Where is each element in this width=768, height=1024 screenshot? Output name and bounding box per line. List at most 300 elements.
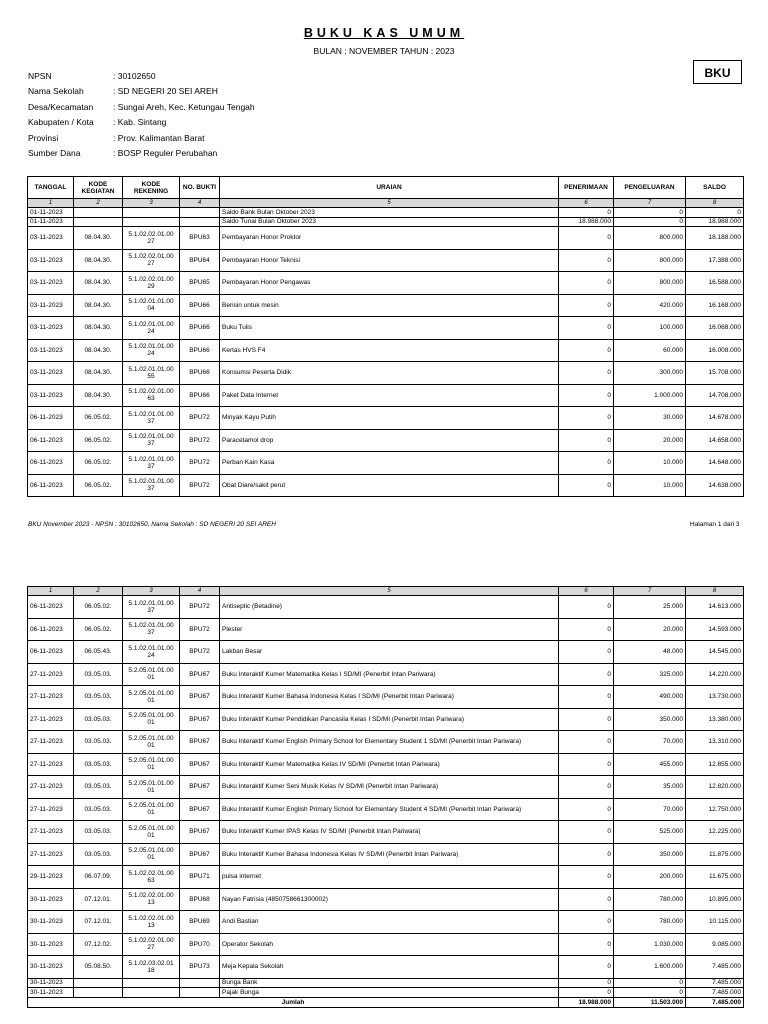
cell-kode-rekening: 5.2.05.01.01.00 01 bbox=[123, 776, 180, 799]
cell-saldo: 12.820.000 bbox=[686, 776, 744, 799]
cell-uraian: Meja Kepala Sekolah bbox=[220, 956, 559, 979]
cell-uraian: Pembayaran Honor Teknisi bbox=[220, 249, 559, 272]
cell-tanggal: 03-11-2023 bbox=[28, 272, 74, 295]
cell-saldo: 14.678.000 bbox=[686, 407, 744, 430]
cell-saldo: 16.068.000 bbox=[686, 317, 744, 340]
cell-tanggal: 06-11-2023 bbox=[28, 641, 74, 664]
cell-pengeluaran: 1.000.000 bbox=[614, 384, 686, 407]
col-number: 5 bbox=[220, 199, 559, 208]
cell-tanggal: 27-11-2023 bbox=[28, 731, 74, 754]
cell-kode-rekening: 5.1.02.02.01.00 63 bbox=[123, 384, 180, 407]
table-row bbox=[28, 641, 744, 664]
cell-penerimaan: 0 bbox=[559, 933, 614, 956]
cell-kode-rekening: 5.1.02.02.01.00 29 bbox=[123, 272, 180, 295]
cell-saldo: 12.225.000 bbox=[686, 821, 744, 844]
cell-no-bukti: BPU72 bbox=[180, 618, 220, 641]
total-saldo: 7.485.000 bbox=[686, 997, 744, 1007]
table-row bbox=[28, 708, 744, 731]
table-row bbox=[28, 798, 744, 821]
col-number: 3 bbox=[123, 199, 180, 208]
cell-no-bukti: BPU63 bbox=[180, 227, 220, 250]
page-number: Halaman 1 dari 3 bbox=[690, 521, 740, 528]
cell-no-bukti bbox=[180, 217, 220, 227]
cell-no-bukti: BPU72 bbox=[180, 596, 220, 619]
cell-tanggal: 03-11-2023 bbox=[28, 362, 74, 385]
cell-tanggal: 06-11-2023 bbox=[28, 407, 74, 430]
cell-uraian: Operator Sekolah bbox=[220, 933, 559, 956]
col-number: 6 bbox=[559, 199, 614, 208]
cell-tanggal: 03-11-2023 bbox=[28, 227, 74, 250]
cell-tanggal: 01-11-2023 bbox=[28, 208, 74, 218]
cell-pengeluaran: 780.000 bbox=[614, 911, 686, 934]
cell-pengeluaran: 350.000 bbox=[614, 843, 686, 866]
table-row bbox=[28, 911, 744, 934]
cell-penerimaan: 0 bbox=[559, 384, 614, 407]
cell-kode-kegiatan: 07.12.02. bbox=[74, 933, 123, 956]
cell-kode-rekening: 5.2.05.01.01.00 01 bbox=[123, 731, 180, 754]
info-value: : 30102650 bbox=[113, 70, 156, 81]
cell-kode-rekening bbox=[123, 208, 180, 218]
cell-tanggal: 27-11-2023 bbox=[28, 776, 74, 799]
total-label: Jumlah bbox=[28, 997, 559, 1007]
cell-kode-rekening: 5.1.02.01.01.00 24 bbox=[123, 317, 180, 340]
cell-kode-rekening: 5.2.05.01.01.00 01 bbox=[123, 821, 180, 844]
cell-tanggal: 03-11-2023 bbox=[28, 384, 74, 407]
cell-saldo: 9.085.000 bbox=[686, 933, 744, 956]
cell-no-bukti bbox=[180, 988, 220, 998]
column-number-row bbox=[28, 587, 744, 596]
cell-uraian: Antiseptic (Betadine) bbox=[220, 596, 559, 619]
cell-tanggal: 27-11-2023 bbox=[28, 753, 74, 776]
cell-saldo: 14.545.000 bbox=[686, 641, 744, 664]
col-number: 7 bbox=[614, 587, 686, 596]
col-header-kode-rekening: KODE REKENING bbox=[123, 177, 180, 199]
cell-no-bukti: BPU72 bbox=[180, 641, 220, 664]
cell-no-bukti: BPU67 bbox=[180, 686, 220, 709]
info-value: : Prov. Kalimantan Barat bbox=[113, 132, 205, 143]
cell-kode-kegiatan bbox=[74, 217, 123, 227]
cell-pengeluaran: 0 bbox=[614, 988, 686, 998]
cell-pengeluaran: 10.000 bbox=[614, 474, 686, 497]
cell-tanggal: 01-11-2023 bbox=[28, 217, 74, 227]
cell-pengeluaran: 800.000 bbox=[614, 272, 686, 295]
cell-uraian: Pembayaran Honor Pengawas bbox=[220, 272, 559, 295]
col-number: 8 bbox=[686, 587, 744, 596]
cell-kode-kegiatan: 03.05.03. bbox=[74, 843, 123, 866]
cell-no-bukti: BPU67 bbox=[180, 663, 220, 686]
cell-no-bukti: BPU69 bbox=[180, 911, 220, 934]
cell-saldo: 14.593.000 bbox=[686, 618, 744, 641]
col-header-uraian: URAIAN bbox=[220, 177, 559, 199]
cell-kode-kegiatan: 08.04.30. bbox=[74, 272, 123, 295]
cell-pengeluaran: 800.000 bbox=[614, 227, 686, 250]
cell-uraian: Buku Tulis bbox=[220, 317, 559, 340]
cell-kode-kegiatan: 03.05.03. bbox=[74, 798, 123, 821]
cell-penerimaan: 0 bbox=[559, 866, 614, 889]
total-row bbox=[28, 997, 744, 1007]
cell-uraian: Nayan Fatrisia (4850758661300002) bbox=[220, 888, 559, 911]
cell-kode-kegiatan: 08.04.30. bbox=[74, 227, 123, 250]
cell-saldo: 16.168.000 bbox=[686, 294, 744, 317]
cell-tanggal: 06-11-2023 bbox=[28, 596, 74, 619]
cell-saldo: 14.220.000 bbox=[686, 663, 744, 686]
table-row bbox=[28, 821, 744, 844]
cell-saldo: 10.115.000 bbox=[686, 911, 744, 934]
cell-kode-kegiatan: 06.05.43. bbox=[74, 641, 123, 664]
cell-kode-kegiatan: 03.05.03. bbox=[74, 731, 123, 754]
cell-saldo: 15.708.000 bbox=[686, 362, 744, 385]
cell-saldo: 0 bbox=[686, 208, 744, 218]
cell-kode-rekening bbox=[123, 978, 180, 988]
table-row bbox=[28, 217, 744, 227]
cell-kode-kegiatan: 06.05.02. bbox=[74, 429, 123, 452]
cell-penerimaan: 18.988.000 bbox=[559, 217, 614, 227]
cell-uraian: Buku Interaktif Kumer Seni Musik Kelas IV SD/MI (Penerbit Intan Pariwara) bbox=[220, 776, 559, 799]
cell-uraian: Kertas HVS F4 bbox=[220, 339, 559, 362]
cell-penerimaan: 0 bbox=[559, 731, 614, 754]
table-header-row bbox=[28, 177, 744, 199]
table-row bbox=[28, 339, 744, 362]
cell-no-bukti: BPU72 bbox=[180, 474, 220, 497]
cell-kode-rekening: 5.1.02.03.02.01 18 bbox=[123, 956, 180, 979]
table-row bbox=[28, 843, 744, 866]
cell-penerimaan: 0 bbox=[559, 227, 614, 250]
col-header-penerimaan: PENERIMAAN bbox=[559, 177, 614, 199]
table-row bbox=[28, 249, 744, 272]
cell-uraian: Minyak Kayu Putih bbox=[220, 407, 559, 430]
cell-kode-rekening: 5.1.02.02.01.00 27 bbox=[123, 933, 180, 956]
cell-uraian: Andi Bastian bbox=[220, 911, 559, 934]
col-header-kode-kegiatan: KODE KEGIATAN bbox=[74, 177, 123, 199]
table-row bbox=[28, 866, 744, 889]
cell-no-bukti: BPU70 bbox=[180, 933, 220, 956]
cell-pengeluaran: 20.000 bbox=[614, 618, 686, 641]
cell-kode-kegiatan: 03.05.03. bbox=[74, 776, 123, 799]
cell-uraian: Paket Data Internet bbox=[220, 384, 559, 407]
cell-uraian: Pembayaran Honor Proktor bbox=[220, 227, 559, 250]
cell-kode-kegiatan: 03.05.03. bbox=[74, 686, 123, 709]
cell-penerimaan: 0 bbox=[559, 988, 614, 998]
cell-no-bukti: BPU67 bbox=[180, 753, 220, 776]
cell-penerimaan: 0 bbox=[559, 272, 614, 295]
cell-pengeluaran: 420.000 bbox=[614, 294, 686, 317]
cell-kode-rekening: 5.2.05.01.01.00 01 bbox=[123, 708, 180, 731]
cell-pengeluaran: 490.000 bbox=[614, 686, 686, 709]
info-row bbox=[28, 99, 255, 115]
bku-badge: BKU bbox=[693, 60, 742, 84]
cell-tanggal: 06-11-2023 bbox=[28, 452, 74, 475]
cell-uraian: Konsumsi Peserta Didik bbox=[220, 362, 559, 385]
cell-penerimaan: 0 bbox=[559, 821, 614, 844]
table-row bbox=[28, 362, 744, 385]
cell-saldo: 17.388.000 bbox=[686, 249, 744, 272]
col-number: 7 bbox=[614, 199, 686, 208]
cell-kode-rekening: 5.1.02.02.01.00 27 bbox=[123, 249, 180, 272]
table-row bbox=[28, 429, 744, 452]
col-number: 4 bbox=[180, 199, 220, 208]
cell-penerimaan: 0 bbox=[559, 208, 614, 218]
cell-pengeluaran: 800.000 bbox=[614, 249, 686, 272]
cell-tanggal: 06-11-2023 bbox=[28, 474, 74, 497]
cell-penerimaan: 0 bbox=[559, 474, 614, 497]
cell-penerimaan: 0 bbox=[559, 843, 614, 866]
cell-kode-kegiatan: 08.04.30. bbox=[74, 249, 123, 272]
page-footer-note: BKU November 2023 - NPSN : 30102650, Nama Sekolah : SD NEGERI 20 SEI AREH bbox=[28, 521, 276, 528]
cell-kode-rekening: 5.1.02.01.01.00 55 bbox=[123, 362, 180, 385]
cell-penerimaan: 0 bbox=[559, 708, 614, 731]
info-label: NPSN bbox=[28, 70, 52, 81]
cell-kode-rekening: 5.2.05.01.01.00 01 bbox=[123, 753, 180, 776]
cell-pengeluaran: 0 bbox=[614, 208, 686, 218]
cell-no-bukti: BPU67 bbox=[180, 708, 220, 731]
cell-penerimaan: 0 bbox=[559, 888, 614, 911]
cell-uraian: pulsa internet bbox=[220, 866, 559, 889]
cell-saldo: 12.750.000 bbox=[686, 798, 744, 821]
cell-kode-kegiatan: 06.05.02. bbox=[74, 474, 123, 497]
cell-penerimaan: 0 bbox=[559, 663, 614, 686]
cell-penerimaan: 0 bbox=[559, 911, 614, 934]
info-label: Desa/Kecamatan bbox=[28, 101, 94, 112]
cell-kode-rekening: 5.1.02.01.01.00 37 bbox=[123, 429, 180, 452]
cell-kode-rekening: 5.1.02.02.01.00 27 bbox=[123, 227, 180, 250]
col-header-saldo: SALDO bbox=[686, 177, 744, 199]
cell-tanggal: 03-11-2023 bbox=[28, 249, 74, 272]
cell-pengeluaran: 20.000 bbox=[614, 429, 686, 452]
cell-pengeluaran: 780.000 bbox=[614, 888, 686, 911]
cell-no-bukti: BPU68 bbox=[180, 888, 220, 911]
table-row bbox=[28, 618, 744, 641]
cell-saldo: 7.485.000 bbox=[686, 978, 744, 988]
cell-penerimaan: 0 bbox=[559, 407, 614, 430]
cell-uraian: Paracetamol drop bbox=[220, 429, 559, 452]
table-row bbox=[28, 452, 744, 475]
cell-pengeluaran: 455.000 bbox=[614, 753, 686, 776]
cell-kode-rekening: 5.1.02.01.01.00 37 bbox=[123, 618, 180, 641]
cell-penerimaan: 0 bbox=[559, 596, 614, 619]
cell-pengeluaran: 35.000 bbox=[614, 776, 686, 799]
cell-pengeluaran: 70.000 bbox=[614, 731, 686, 754]
cell-uraian: Lakban Besar bbox=[220, 641, 559, 664]
table-row bbox=[28, 407, 744, 430]
cell-tanggal: 30-11-2023 bbox=[28, 988, 74, 998]
cell-saldo: 12.855.000 bbox=[686, 753, 744, 776]
cell-kode-kegiatan: 06.05.02. bbox=[74, 596, 123, 619]
info-label: Sumber Dana bbox=[28, 148, 81, 159]
cell-saldo: 14.648.000 bbox=[686, 452, 744, 475]
cell-kode-rekening: 5.1.02.01.01.00 37 bbox=[123, 474, 180, 497]
cell-no-bukti: BPU66 bbox=[180, 384, 220, 407]
document-title: BUKU KAS UMUM bbox=[303, 26, 465, 40]
cell-kode-kegiatan bbox=[74, 208, 123, 218]
cell-saldo: 18.188.000 bbox=[686, 227, 744, 250]
table-row bbox=[28, 686, 744, 709]
cell-kode-kegiatan: 03.05.03. bbox=[74, 821, 123, 844]
cell-tanggal: 06-11-2023 bbox=[28, 618, 74, 641]
col-number: 1 bbox=[28, 199, 74, 208]
cell-kode-kegiatan bbox=[74, 988, 123, 998]
info-label: Provinsi bbox=[28, 132, 59, 143]
cell-tanggal: 27-11-2023 bbox=[28, 686, 74, 709]
table-row bbox=[28, 663, 744, 686]
cell-penerimaan: 0 bbox=[559, 362, 614, 385]
cell-tanggal: 03-11-2023 bbox=[28, 317, 74, 340]
cell-pengeluaran: 525.000 bbox=[614, 821, 686, 844]
cell-penerimaan: 0 bbox=[559, 429, 614, 452]
cell-saldo: 13.310.000 bbox=[686, 731, 744, 754]
total-pengeluaran: 11.503.000 bbox=[614, 997, 686, 1007]
cell-uraian: Pajak Bunga bbox=[220, 988, 559, 998]
cell-tanggal: 27-11-2023 bbox=[28, 798, 74, 821]
cell-kode-rekening: 5.1.02.02.01.00 13 bbox=[123, 911, 180, 934]
cell-kode-kegiatan: 06.05.02. bbox=[74, 452, 123, 475]
cell-pengeluaran: 25.000 bbox=[614, 596, 686, 619]
cell-no-bukti: BPU66 bbox=[180, 294, 220, 317]
info-value: : SD NEGERI 20 SEI AREH bbox=[113, 86, 218, 97]
cell-pengeluaran: 30.000 bbox=[614, 407, 686, 430]
cell-no-bukti: BPU72 bbox=[180, 429, 220, 452]
cell-kode-rekening: 5.1.02.02.01.00 63 bbox=[123, 866, 180, 889]
cell-saldo: 11.875.000 bbox=[686, 843, 744, 866]
cell-saldo: 7.485.000 bbox=[686, 956, 744, 979]
cell-saldo: 16.588.000 bbox=[686, 272, 744, 295]
cell-saldo: 18.988.000 bbox=[686, 217, 744, 227]
cell-uraian: Buku Interaktif Kumer English Primary School for Elementary Student 4 SD/MI (Penerbit Intan Pariwara) bbox=[220, 798, 559, 821]
table-row bbox=[28, 933, 744, 956]
cell-kode-kegiatan: 08.04.30. bbox=[74, 362, 123, 385]
cell-pengeluaran: 325.000 bbox=[614, 663, 686, 686]
cell-penerimaan: 0 bbox=[559, 776, 614, 799]
cell-kode-kegiatan: 06.05.02. bbox=[74, 618, 123, 641]
col-number: 4 bbox=[180, 587, 220, 596]
cell-uraian: Obat Diare/sakit perut bbox=[220, 474, 559, 497]
cell-kode-kegiatan: 07.12.01. bbox=[74, 911, 123, 934]
col-number: 5 bbox=[220, 587, 559, 596]
col-number: 3 bbox=[123, 587, 180, 596]
cell-uraian: Bunga Bank bbox=[220, 978, 559, 988]
cell-penerimaan: 0 bbox=[559, 618, 614, 641]
col-header-pengeluaran: PENGELUARAN bbox=[614, 177, 686, 199]
cell-pengeluaran: 200.000 bbox=[614, 866, 686, 889]
info-value: : BOSP Reguler Perubahan bbox=[113, 148, 218, 159]
cell-pengeluaran: 100.000 bbox=[614, 317, 686, 340]
cell-kode-kegiatan: 07.12.01. bbox=[74, 888, 123, 911]
table-row bbox=[28, 956, 744, 979]
table-row bbox=[28, 988, 744, 998]
cell-kode-rekening: 5.1.02.01.01.00 04 bbox=[123, 294, 180, 317]
cell-tanggal: 03-11-2023 bbox=[28, 294, 74, 317]
table-row bbox=[28, 731, 744, 754]
cell-penerimaan: 0 bbox=[559, 339, 614, 362]
cell-saldo: 14.658.000 bbox=[686, 429, 744, 452]
cell-penerimaan: 0 bbox=[559, 641, 614, 664]
column-number-row bbox=[28, 199, 744, 208]
col-number: 2 bbox=[74, 199, 123, 208]
cell-kode-rekening bbox=[123, 217, 180, 227]
cell-kode-kegiatan bbox=[74, 978, 123, 988]
cell-kode-kegiatan: 03.05.03. bbox=[74, 753, 123, 776]
cell-penerimaan: 0 bbox=[559, 956, 614, 979]
cell-kode-rekening: 5.1.02.01.01.00 37 bbox=[123, 452, 180, 475]
cell-saldo: 13.730.000 bbox=[686, 686, 744, 709]
cell-pengeluaran: 1.030.000 bbox=[614, 933, 686, 956]
cell-penerimaan: 0 bbox=[559, 294, 614, 317]
cell-kode-kegiatan: 03.05.03. bbox=[74, 663, 123, 686]
cell-tanggal: 03-11-2023 bbox=[28, 339, 74, 362]
cell-kode-rekening: 5.2.05.01.01.00 01 bbox=[123, 843, 180, 866]
info-row bbox=[28, 146, 255, 162]
cash-ledger-table-page-2 bbox=[27, 586, 744, 1008]
table-row bbox=[28, 384, 744, 407]
cell-uraian: Bensin untuk mesin bbox=[220, 294, 559, 317]
col-number: 6 bbox=[559, 587, 614, 596]
info-row bbox=[28, 68, 255, 84]
cell-no-bukti: BPU67 bbox=[180, 798, 220, 821]
cell-pengeluaran: 300.000 bbox=[614, 362, 686, 385]
cell-kode-kegiatan: 08.04.30. bbox=[74, 339, 123, 362]
cell-saldo: 13.380.000 bbox=[686, 708, 744, 731]
cell-tanggal: 30-11-2023 bbox=[28, 978, 74, 988]
table-row bbox=[28, 227, 744, 250]
cell-saldo: 14.708.000 bbox=[686, 384, 744, 407]
cell-uraian: Buku Interaktif Kumer Matematika Kelas I SD/MI (Penerbit Intan Pariwara) bbox=[220, 663, 559, 686]
cell-saldo: 7.485.000 bbox=[686, 988, 744, 998]
col-number: 1 bbox=[28, 587, 74, 596]
table-row bbox=[28, 978, 744, 988]
cell-pengeluaran: 70.000 bbox=[614, 798, 686, 821]
cell-kode-rekening: 5.1.02.01.01.00 24 bbox=[123, 339, 180, 362]
cell-no-bukti: BPU65 bbox=[180, 272, 220, 295]
cell-pengeluaran: 0 bbox=[614, 978, 686, 988]
cell-uraian: Plester bbox=[220, 618, 559, 641]
cell-penerimaan: 0 bbox=[559, 798, 614, 821]
cell-tanggal: 27-11-2023 bbox=[28, 843, 74, 866]
cell-kode-rekening: 5.2.05.01.01.00 01 bbox=[123, 686, 180, 709]
cell-uraian: Buku Interaktif Kumer Bahasa Indonesia Kelas IV SD/MI (Penerbit Intan Pariwara) bbox=[220, 843, 559, 866]
cell-no-bukti: BPU66 bbox=[180, 317, 220, 340]
table-row bbox=[28, 596, 744, 619]
cell-uraian: Buku Interaktif Kumer Matematika Kelas IV SD/MI (Penerbit Intan Pariwara) bbox=[220, 753, 559, 776]
cell-kode-rekening: 5.1.02.01.01.00 37 bbox=[123, 596, 180, 619]
cell-pengeluaran: 0 bbox=[614, 217, 686, 227]
table-row bbox=[28, 208, 744, 218]
cell-kode-kegiatan: 06.05.02. bbox=[74, 407, 123, 430]
col-number: 2 bbox=[74, 587, 123, 596]
info-value: : Sungai Areh, Kec. Ketungau Tengah bbox=[113, 101, 255, 112]
cell-tanggal: 30-11-2023 bbox=[28, 956, 74, 979]
cell-uraian: Buku Interaktif Kumer IPAS Kelas IV SD/MI (Penerbit Intan Pariwara) bbox=[220, 821, 559, 844]
table-row bbox=[28, 272, 744, 295]
cell-kode-kegiatan: 08.04.30. bbox=[74, 384, 123, 407]
table-row bbox=[28, 474, 744, 497]
cell-tanggal: 30-11-2023 bbox=[28, 888, 74, 911]
cell-penerimaan: 0 bbox=[559, 249, 614, 272]
cell-saldo: 16.008.000 bbox=[686, 339, 744, 362]
cell-penerimaan: 0 bbox=[559, 452, 614, 475]
info-row bbox=[28, 130, 255, 146]
cell-tanggal: 27-11-2023 bbox=[28, 663, 74, 686]
cell-pengeluaran: 350.000 bbox=[614, 708, 686, 731]
cell-saldo: 14.613.000 bbox=[686, 596, 744, 619]
cell-tanggal: 27-11-2023 bbox=[28, 821, 74, 844]
cell-saldo: 11.675.000 bbox=[686, 866, 744, 889]
cell-penerimaan: 0 bbox=[559, 753, 614, 776]
cell-kode-kegiatan: 06.07.09. bbox=[74, 866, 123, 889]
cell-tanggal: 29-11-2023 bbox=[28, 866, 74, 889]
cell-no-bukti: BPU67 bbox=[180, 731, 220, 754]
cell-kode-rekening: 5.1.02.01.01.00 37 bbox=[123, 407, 180, 430]
cell-saldo: 10.895.000 bbox=[686, 888, 744, 911]
table-row bbox=[28, 888, 744, 911]
